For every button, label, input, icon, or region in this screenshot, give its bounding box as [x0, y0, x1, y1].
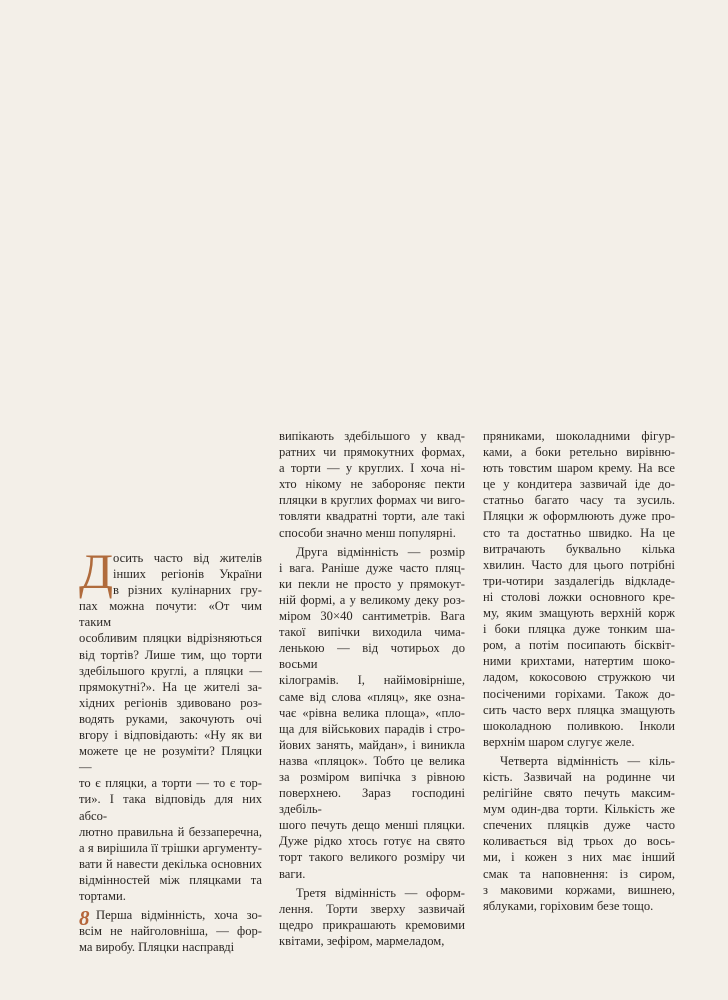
text-line: ній формі, а у великому деку роз- — [279, 592, 465, 607]
text-line: осить часто від жителів — [113, 551, 262, 565]
text-line: яблуками, горіховим безе тощо. — [483, 898, 654, 913]
text-line: поверхнею. Зараз господині здебіль- — [279, 786, 465, 817]
text-line: хто нікому не забороняє пекти — [279, 477, 465, 492]
text-line: квітами, зефіром, мармеладом, — [279, 933, 445, 948]
text-line: релігійне свято печуть максим- — [483, 786, 675, 801]
text-line: лення. Торти зверху зазвичай — [279, 901, 465, 916]
text-line: Друга відмінність — розмір — [296, 544, 465, 559]
text-line: лютно правильна й беззаперечна, — [79, 824, 262, 839]
text-line: ратних чи прямокутних формах, — [279, 445, 465, 460]
text-line: смак та наповнення: із сиром, — [483, 866, 675, 881]
text-line: йових занять, майдан», і виникла — [279, 737, 465, 752]
text-line: му, яким змащують верхній корж — [483, 606, 675, 621]
text-line: міром 30×40 сантиметрів. Вага — [279, 609, 465, 624]
text-line: спечених пляцків дуже часто — [483, 818, 675, 833]
text-line: ють товстим шаром крему. На все — [483, 461, 675, 476]
text-line: ваги. — [279, 866, 306, 881]
text-line: Четверта відмінність — кіль- — [500, 753, 675, 768]
page-number: 8 — [79, 906, 90, 930]
text-line: а торти — у круглих. І хоча ні- — [279, 461, 465, 476]
text-line: саме від слова «пляц», яке озна- — [279, 689, 465, 704]
text-line: а я вирішила її трішки аргументу- — [79, 840, 262, 855]
text-line: ними крихтами, натертим шоко- — [483, 654, 675, 669]
text-line: інших регіонів України — [113, 567, 262, 582]
text-line: Дуже рідко хтось готує на свято — [279, 834, 465, 849]
text-line: сто та достатньо швидко. На це — [483, 525, 675, 540]
drop-cap: Д — [79, 543, 114, 599]
text-line: коливається від трьох до вось- — [483, 834, 675, 849]
text-line: три-чотири заздалегідь відкладе- — [483, 573, 675, 588]
text-line: статньо багато часу та зусиль. — [483, 493, 675, 508]
text-line: Пляцки ж оформлюють дуже про- — [483, 509, 675, 524]
text-line: верхнім шаром слугує желе. — [483, 734, 635, 749]
text-line: вати й навести декілька основних — [79, 856, 262, 871]
text-line: вгору і відповідають: «Ну як ви — [79, 728, 262, 743]
text-line: випікають здебільшого у квад- — [279, 429, 465, 443]
text-column-2 — [279, 428, 465, 949]
text-column-3 — [483, 428, 675, 914]
text-line: шого печуть дещо менші пляцки. — [279, 818, 465, 833]
text-line: способи значно менш популярні. — [279, 525, 456, 540]
text-line: і боки пляцка дуже тонким ша- — [483, 622, 675, 637]
text-line: і вага. Раніше дуже часто пляц- — [279, 560, 465, 575]
text-line: від тортів? Лише тим, що торти — [79, 647, 262, 662]
text-line: ма виробу. Пляцки насправді — [79, 940, 235, 955]
text-line: здебільшого круглі, а пляцки — — [79, 663, 262, 678]
text-line: пах можна почути: «От чим таким — [79, 599, 262, 630]
text-line: хідних регіонів здивовано роз- — [79, 695, 262, 710]
text-line: ром, а потім посипають бісквіт- — [483, 638, 675, 653]
text-line: Третя відмінність — оформ- — [296, 885, 465, 900]
text-line: чає «рівна велика площа», «пло- — [279, 705, 465, 720]
text-line: ленькою — від чотирьох до восьми — [279, 641, 465, 672]
text-line: ща для військових парадів і стро- — [279, 721, 465, 736]
text-line: торт такого великого розміру чи — [279, 850, 465, 865]
text-line: ми, і кожен з них має інший — [483, 850, 675, 865]
text-line: з маковими коржами, вишнею, — [483, 882, 675, 897]
text-line: водять руками, закочують очі — [79, 711, 262, 726]
text-line: кість. Зазвичай на родинне чи — [483, 769, 675, 784]
text-line: щедро прикрашають кремовими — [279, 917, 465, 932]
text-line: відмінностей між пляцками та — [79, 872, 262, 887]
text-line: посіченими горіхами. Також до- — [483, 686, 675, 701]
text-line: кілограмів. І, найімовірніше, — [279, 673, 465, 688]
text-line: сить часто верх пляцка змащують — [483, 702, 675, 717]
text-line: можете це не розуміти? Пляцки — — [79, 744, 262, 775]
text-line: в різних кулінарних гру- — [113, 583, 262, 598]
text-line: особливим пляцки відрізняються — [79, 631, 262, 646]
text-line: пряниками, шоколадними фігур- — [483, 429, 675, 443]
text-line: шоколадною поливкою. Інколи — [483, 718, 675, 733]
text-line: ки пекли не просто у прямокут- — [279, 576, 465, 591]
text-column-1 — [79, 550, 262, 955]
text-line: ні столові ложки основного кре- — [483, 589, 675, 604]
text-line: ладом, кокосовою стружкою чи — [483, 670, 675, 685]
text-line: за розміром випічка з рівною — [279, 769, 465, 784]
text-line: це у кондитера зазвичай іде до- — [483, 477, 675, 492]
text-line: хвилин. Часто для цього потрібні — [483, 557, 675, 572]
text-line: прямокутні?». На це жителі за- — [79, 679, 262, 694]
text-line: тортами. — [79, 888, 126, 903]
text-line: витрачають буквально кілька — [483, 541, 675, 556]
text-line: мум один-два торти. Кількість же — [483, 802, 675, 817]
text-line: пляцки в круглих формах чи виго- — [279, 493, 465, 508]
text-line: назва «пляцок». Тобто це велика — [279, 753, 465, 768]
text-line: такої випічки виходила чима- — [279, 625, 465, 640]
text-line: то є пляцки, а торти — то є тор- — [79, 776, 262, 791]
text-line: ти». І така відповідь для них абсо- — [79, 792, 262, 823]
text-line: ками, а боки ретельно вирівню- — [483, 445, 675, 460]
text-line: всім не найголовніша, — фор- — [79, 924, 262, 939]
text-line: Перша відмінність, хоча зо- — [96, 908, 262, 923]
text-line: товляти квадратні торти, але такі — [279, 509, 465, 524]
